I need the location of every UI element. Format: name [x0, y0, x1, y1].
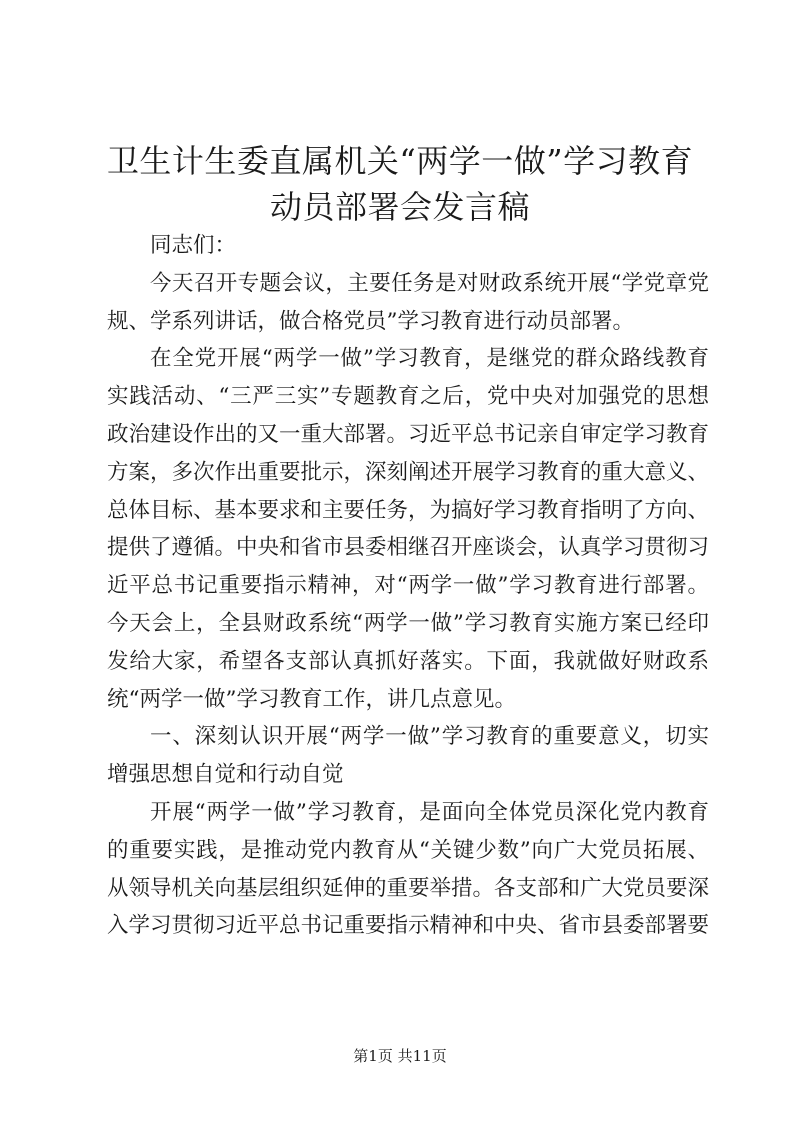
page-number-footer: 第1页 共11页 [353, 1047, 447, 1065]
salutation-paragraph: 同志们： [150, 233, 237, 258]
document-body [107, 227, 709, 945]
section-one-paragraph: 开展“两学一做”学习教育，是面向全体党员深化党内教育的重要实践，是推动党内教育从“关键少数”向广大党员拓展、从领导机关向基层组织延伸的重要举措。各支部和广大党员要深入学习贯彻习近平总书记重要指示精神和中央、省市县委部署要 [107, 799, 710, 939]
document-title: 卫生计生委直属机关“两学一做”学习教育动员部署会发言稿 [106, 142, 694, 226]
background-paragraph: 在全党开展“两学一做”学习教育，是继党的群众路线教育实践活动、“三严三实”专题教育之后，党中央对加强党的思想政治建设作出的又一重大部署。习近平总书记亲自审定学习教育方案，多次作出重要批示，深刻阐述开展学习教育的重大意义、总体目标、基本要求和主要任务，为搞好学习教育指明了方向、提供了遵循。中央和省市县委相继召开座谈会，认真学习贯彻习近平总书记重要指示精神，对“两学一做”学习教育进行部署。今天会上，全县财政系统“两学一做”学习教育实施方案已经印发给大家，希望各支部认真抓好落实。下面，我就做好财政系统“两学一做”学习教育工作，讲几点意见。 [107, 346, 710, 712]
section-heading-one: 一、深刻认识开展“两学一做”学习教育的重要意义，切实增强思想自觉和行动自觉 [107, 724, 709, 788]
intro-paragraph: 今天召开专题会议，主要任务是对财政系统开展“学党章党规、学系列讲话，做合格党员”学习教育进行动员部署。 [107, 270, 709, 334]
